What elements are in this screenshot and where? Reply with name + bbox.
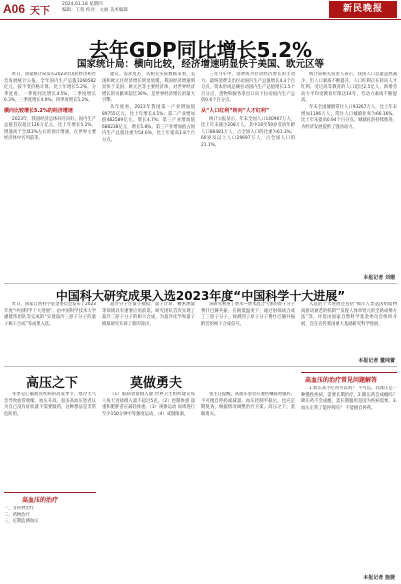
article2-paragraph: 超冷分子在量子模拟、量子计算、精密测量等领域具有重要应用前景。研究团队首次实现了超冷三原子分子的相干合成，为超冷化学和量子模拟研究开辟了新的途径。 (102, 302, 195, 327)
article1-column-2 (102, 72, 195, 278)
article3-headline-part1: 高压之下 (26, 376, 79, 391)
sidebar-list (4, 506, 96, 576)
article2-byline: 本报记者 董纯蕾 (358, 358, 395, 364)
faq-title: 高血压的治疗常见问题解答 (305, 377, 378, 384)
article1-column-4 (301, 72, 397, 270)
page-header (0, 0, 401, 20)
article1-paragraph: 建议、需求复苏，从相关实际数据来看，美国和欧元区经济增长明显放缓，我国经济增速明显快于美国、欧元区等主要经济体，对世界经济增长的贡献率超过30%，是世界经济增长的最大引擎。 (102, 72, 195, 104)
article1-section-heading: 从“人口红利”转向“人才红利” (201, 107, 270, 114)
article1-paragraph: 昨日，国家统计局发布2023年国民经济和社会发展统计公报。全年国内生产总值1260582亿元，按不变价格计算，比上年增长5.2%。分季度看，一季度同比增长4.5%，二季度增长6.3%，三季度增长4.9%，四季度增长5.2%。 (4, 72, 96, 104)
article1-paragraph: 年末全国城镇常住人口93267万人，比上年末增加1196万人；常住人口城镇化率为66.16%，比上年末提高0.94个百分点。城镇化的持续推进，为经济发展提供了强劲动力。 (301, 104, 397, 130)
article1-paragraph: 三驾马车中，消费成为拉动经济增长的主动力。最终消费支出拉动国内生产总值增长4.3个百分点，资本形成总额拉动国内生产总值增长1.5个百分点，货物和服务净出口向下拉动国内生产总值0.6个百分点。 (201, 72, 295, 104)
header-date: 2024.01.18 星期四 (62, 2, 103, 7)
section-name: 天下 (30, 6, 50, 17)
article3-paragraph: 冬季是心脑血管疾病的高发季节，寒冷天气会导致血管收缩，血压升高。很多高血压患者认为自己没有症状就不需要服药，这种想法是非常危险的。 (4, 392, 96, 417)
article3-paragraph: 张主任提醒，高血压患者应遵医嘱按时服药，不可擅自停药或减量。血压控制平稳后，也应定期复查，根据情况调整治疗方案。高压之下，莫做勇夫。 (201, 392, 295, 417)
article3-paragraph: （1）限制食盐摄入量 世界卫生组织建议每人每天食盐摄入量不超过5克。（2）控制体重 超重和肥胖者应减轻体重。（3）规律运动 每周进行至少150分钟中等强度运动。（4）戒烟限酒。 (102, 392, 195, 417)
article1-paragraph: 2023年，我国经济总体回升向好，国内生产总值首次超过126万亿元，比上年增长5.2%，增速高于全球3%左右的预计增速，在世界主要经济体中名列前茅。 (4, 116, 96, 142)
article3-column-1 (4, 392, 96, 482)
article2-paragraph: 该研究利用了费米—费米混合气体的原子分子费什巴赫共振，在极低温度下，通过射频场合成了三原子分子，观测到了原子分子费什巴赫共振附近的相干合成信号。 (201, 302, 295, 327)
article1-paragraph: 统计公报显示，年末全国人口140967万人，比上年末减少208万人。其中16至59岁劳动年龄人口86481万人，占全国人口的比重为61.3%；60岁及以上人口29697万人，占全国人口的21.1%。 (201, 116, 295, 148)
article2-column-1 (4, 302, 96, 364)
article1-byline: 本报记者 刘珊 (363, 275, 395, 281)
article1-column-3 (201, 72, 295, 278)
header-editors: 编辑：王蓉 校对：文丽 美术编辑 (62, 8, 128, 13)
sidebar-list-item: 一、非药物治疗 (4, 506, 35, 511)
article1-column-1 (4, 72, 96, 278)
sidebar-faq-box (301, 372, 397, 386)
article1-headline: 去年GDP同比增长5.2% (88, 38, 313, 62)
sidebar-treatment-box (4, 492, 96, 576)
article3-column-4 (301, 386, 397, 572)
article3-byline: 本报记者 施捷 (363, 575, 395, 581)
article2-paragraph: 入选的十大进展还包括“揭示人类基因组暗物质驱动衰老的机制”“发现人体单肾元的全新成像方法”等。评选由国家自然科学基金委员会组织开展，旨在宣传我国重大基础研究科学进展。 (301, 302, 397, 327)
article2-column-3 (201, 302, 295, 364)
article1-subheadline: 国家统计局：横向比较，经济增速明显快于美国、欧元区等 (76, 59, 324, 70)
article2-paragraph: 昨日，国家自然科学基金委员会发布了2023年度“中国科学十大进展”。由中国科学技术大学潘建伟团队等完成的“实现超冷三原子分子的量子相干合成”等成果入选。 (4, 302, 96, 327)
article3-headline-part2: 莫做勇夫 (130, 376, 183, 391)
header-meta (62, 2, 128, 14)
article2-headline: 中国科大研究成果入选2023年度“中国科学十大进展” (55, 289, 346, 303)
sidebar-list-item: 三、定期监测血压 (4, 519, 39, 525)
sidebar-list-item: 二、药物治疗 (4, 512, 30, 518)
section-divider (4, 366, 397, 367)
article1-section-heading: 横向比较增长5.2%的经济增速 (4, 107, 73, 114)
article3-column-2 (102, 392, 195, 577)
article2-column-4 (301, 302, 397, 356)
article1-paragraph: 从年度看，2023年我国第一产业增加值89755亿元，比上年增长4.1%；第二产业增加值482589亿元，增长4.7%；第三产业增加值688238亿元，增长5.8%。第三产业增加值占国内生产总值比重为54.6%，比上年提高1.8个百分点。 (102, 104, 195, 143)
article1-paragraph: 统计局相关负责人表示，我国人口总量虽然减少，但人口素质不断提升，人口红利正在转向人才红利。受过高等教育的人口超过2.5亿人，新增劳动力平均受教育年限达14年，劳动力素质不断提高。 (301, 72, 397, 104)
page-code: A06 (3, 2, 26, 16)
faq-content: 1.血压高不吃药可以吗？ 不可以。高血压是一种慢性疾病，需要长期治疗。2.降压药会成瘾吗？ 降压药不会成瘾，需长期服用是因为疾病需要。3.血压正常了能停药吗？ 不能擅自停药。 (301, 386, 397, 411)
article3-column-3 (201, 392, 295, 577)
section-divider (4, 283, 397, 284)
article2-column-2 (102, 302, 195, 364)
newspaper-logo: 新民晚报 (329, 1, 397, 18)
sidebar-title: 高血压的治疗 (22, 497, 59, 504)
